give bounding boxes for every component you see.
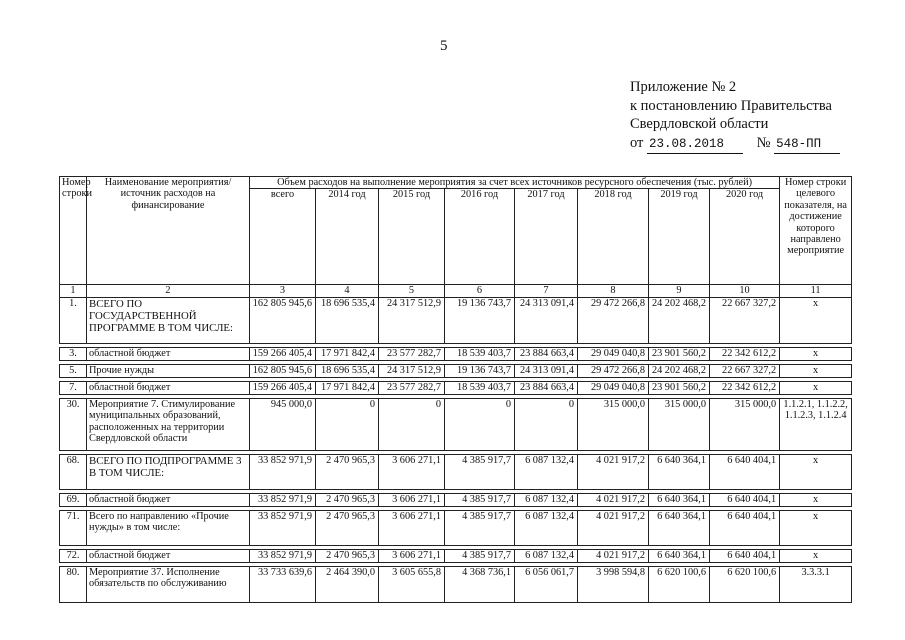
total-value-cell: 162 805 945,6 [250,364,316,377]
year-value-cell: 23 884 663,4 [515,381,578,394]
header-year: 2014 год [316,189,379,285]
column-number: 7 [515,285,578,297]
year-value-cell: 22 342 612,2 [710,381,780,394]
approval-doc-number: 548-ПП [774,135,840,155]
row-number-cell: 7. [60,381,87,394]
year-value-cell: 24 202 468,2 [649,364,710,377]
column-number: 5 [379,285,445,297]
page-number: 5 [440,38,448,54]
table-row [60,398,852,450]
year-value-cell: 18 696 535,4 [316,364,379,377]
total-value-cell: 33 852 971,9 [250,493,316,506]
row-name-cell: областной бюджет [87,493,250,506]
target-cell: x [780,549,852,562]
year-value-cell: 23 901 560,2 [649,381,710,394]
year-value-cell: 3 606 271,1 [379,510,445,545]
header-year: 2017 год [515,189,578,285]
row-name-cell: областной бюджет [87,347,250,360]
year-value-cell: 18 539 403,7 [445,347,515,360]
year-value-cell: 29 049 040,8 [578,347,649,360]
header-year: 2018 год [578,189,649,285]
target-cell: x [780,364,852,377]
year-value-cell: 2 470 965,3 [316,510,379,545]
table-row [60,549,852,562]
year-value-cell: 2 470 965,3 [316,493,379,506]
header-year: 2019 год [649,189,710,285]
year-value-cell: 6 620 100,6 [710,566,780,602]
year-value-cell: 6 640 364,1 [649,549,710,562]
row-name-cell: Всего по направлению «Прочие нужды» в том числе: [87,510,250,545]
year-value-cell: 24 202 468,2 [649,297,710,343]
column-number: 11 [780,285,852,297]
row-number-cell: 80. [60,566,87,602]
year-value-cell: 0 [515,398,578,450]
total-value-cell: 162 805 945,6 [250,297,316,343]
year-value-cell: 4 021 917,2 [578,454,649,489]
year-value-cell: 6 087 132,4 [515,493,578,506]
header-name: Наименование мероприятия/источник расходов на финансирование [87,177,250,285]
column-number-row [60,285,852,297]
column-number: 9 [649,285,710,297]
target-cell: x [780,297,852,343]
target-cell: x [780,347,852,360]
year-value-cell: 2 470 965,3 [316,454,379,489]
row-number-cell: 1. [60,297,87,343]
table-row [60,347,852,360]
target-cell: x [780,454,852,489]
approval-line-3: Свердловской области [630,116,769,132]
year-value-cell: 4 021 917,2 [578,493,649,506]
header-year: 2016 год [445,189,515,285]
target-cell: x [780,510,852,545]
row-name-cell: областной бюджет [87,549,250,562]
approval-date-line [630,134,840,155]
header-total: всего [250,189,316,285]
table-row [60,297,852,343]
row-name-cell: Мероприятие 37. Исполнение обязательств по обслуживанию [87,566,250,602]
header-target: Номер строки целевого показателя, на достижение которого направлено мероприятие [780,177,852,285]
year-value-cell: 6 087 132,4 [515,454,578,489]
year-value-cell: 315 000,0 [578,398,649,450]
column-number: 8 [578,285,649,297]
table-row [60,510,852,545]
year-value-cell: 19 136 743,7 [445,364,515,377]
column-number: 4 [316,285,379,297]
row-number-cell: 68. [60,454,87,489]
header-volume: Объем расходов на выполнение мероприятия за счет всех источников ресурсного обеспечения (тыс. рублей) [250,177,780,189]
row-name-cell: Мероприятие 7. Стимулирование муниципальных образований, расположенных на территории Свердловской области [87,398,250,450]
target-cell: x [780,493,852,506]
year-value-cell: 0 [445,398,515,450]
row-number-cell: 5. [60,364,87,377]
total-value-cell: 33 852 971,9 [250,510,316,545]
column-number: 6 [445,285,515,297]
year-value-cell: 4 021 917,2 [578,549,649,562]
year-value-cell: 2 470 965,3 [316,549,379,562]
year-value-cell: 24 313 091,4 [515,297,578,343]
year-value-cell: 3 606 271,1 [379,493,445,506]
year-value-cell: 23 577 282,7 [379,347,445,360]
year-value-cell: 6 640 364,1 [649,454,710,489]
year-value-cell: 23 884 663,4 [515,347,578,360]
year-value-cell: 3 606 271,1 [379,454,445,489]
target-cell: 1.1.2.1, 1.1.2.2, 1.1.2.3, 1.1.2.4 [780,398,852,450]
table-row [60,364,852,377]
year-value-cell: 4 385 917,7 [445,493,515,506]
table-row [60,566,852,602]
row-name-cell: ВСЕГО ПО ГОСУДАРСТВЕННОЙ ПРОГРАММЕ В ТОМ ЧИСЛЕ: [87,297,250,343]
year-value-cell: 6 640 404,1 [710,454,780,489]
year-value-cell: 22 667 327,2 [710,297,780,343]
year-value-cell: 3 998 594,8 [578,566,649,602]
year-value-cell: 6 640 404,1 [710,493,780,506]
header-year: 2015 год [379,189,445,285]
year-value-cell: 18 696 535,4 [316,297,379,343]
row-number-cell: 3. [60,347,87,360]
year-value-cell: 6 640 364,1 [649,510,710,545]
year-value-cell: 0 [379,398,445,450]
year-value-cell: 17 971 842,4 [316,347,379,360]
approval-from-label: от [630,134,644,151]
year-value-cell: 4 385 917,7 [445,454,515,489]
row-number-cell: 30. [60,398,87,450]
year-value-cell: 6 087 132,4 [515,549,578,562]
year-value-cell: 6 620 100,6 [649,566,710,602]
year-value-cell: 2 464 390,0 [316,566,379,602]
year-value-cell: 6 056 061,7 [515,566,578,602]
year-value-cell: 0 [316,398,379,450]
total-value-cell: 33 733 639,6 [250,566,316,602]
row-name-cell: Прочие нужды [87,364,250,377]
row-name-cell: ВСЕГО ПО ПОДПРОГРАММЕ 3 В ТОМ ЧИСЛЕ: [87,454,250,489]
approval-line-2: к постановлению Правительства [630,97,832,114]
year-value-cell: 315 000,0 [649,398,710,450]
year-value-cell: 4 368 736,1 [445,566,515,602]
year-value-cell: 23 901 560,2 [649,347,710,360]
year-value-cell: 18 539 403,7 [445,381,515,394]
year-value-cell: 315 000,0 [710,398,780,450]
total-value-cell: 945 000,0 [250,398,316,450]
year-value-cell: 24 317 512,9 [379,297,445,343]
year-value-cell: 4 385 917,7 [445,549,515,562]
row-number-cell: 71. [60,510,87,545]
table-row [60,493,852,506]
year-value-cell: 22 342 612,2 [710,347,780,360]
year-value-cell: 19 136 743,7 [445,297,515,343]
year-value-cell: 4 385 917,7 [445,510,515,545]
approval-date: 23.08.2018 [647,135,743,155]
column-number: 1 [60,285,87,297]
header-row [60,177,852,189]
total-value-cell: 33 852 971,9 [250,549,316,562]
target-cell: x [780,381,852,394]
year-value-cell: 29 049 040,8 [578,381,649,394]
expenditure-table [59,176,852,603]
year-value-cell: 17 971 842,4 [316,381,379,394]
total-value-cell: 159 266 405,4 [250,347,316,360]
year-value-cell: 3 605 655,8 [379,566,445,602]
column-number: 3 [250,285,316,297]
year-value-cell: 24 313 091,4 [515,364,578,377]
year-value-cell: 6 087 132,4 [515,510,578,545]
table-row [60,381,852,394]
total-value-cell: 159 266 405,4 [250,381,316,394]
year-value-cell: 23 577 282,7 [379,381,445,394]
row-number-cell: 72. [60,549,87,562]
total-value-cell: 33 852 971,9 [250,454,316,489]
year-value-cell: 6 640 404,1 [710,510,780,545]
year-value-cell: 3 606 271,1 [379,549,445,562]
row-number-cell: 69. [60,493,87,506]
row-name-cell: областной бюджет [87,381,250,394]
approval-block [630,78,840,154]
header-year: 2020 год [710,189,780,285]
year-value-cell: 29 472 266,8 [578,364,649,377]
year-value-cell: 4 021 917,2 [578,510,649,545]
year-value-cell: 22 667 327,2 [710,364,780,377]
approval-number-label: № [756,134,771,151]
year-value-cell: 6 640 364,1 [649,493,710,506]
target-cell: 3.3.3.1 [780,566,852,602]
year-value-cell: 6 640 404,1 [710,549,780,562]
table-row [60,454,852,489]
year-value-cell: 24 317 512,9 [379,364,445,377]
approval-line-1: Приложение № 2 [630,79,737,95]
header-row-number: Номер строки [60,177,87,285]
column-number: 2 [87,285,250,297]
column-number: 10 [710,285,780,297]
year-value-cell: 29 472 266,8 [578,297,649,343]
